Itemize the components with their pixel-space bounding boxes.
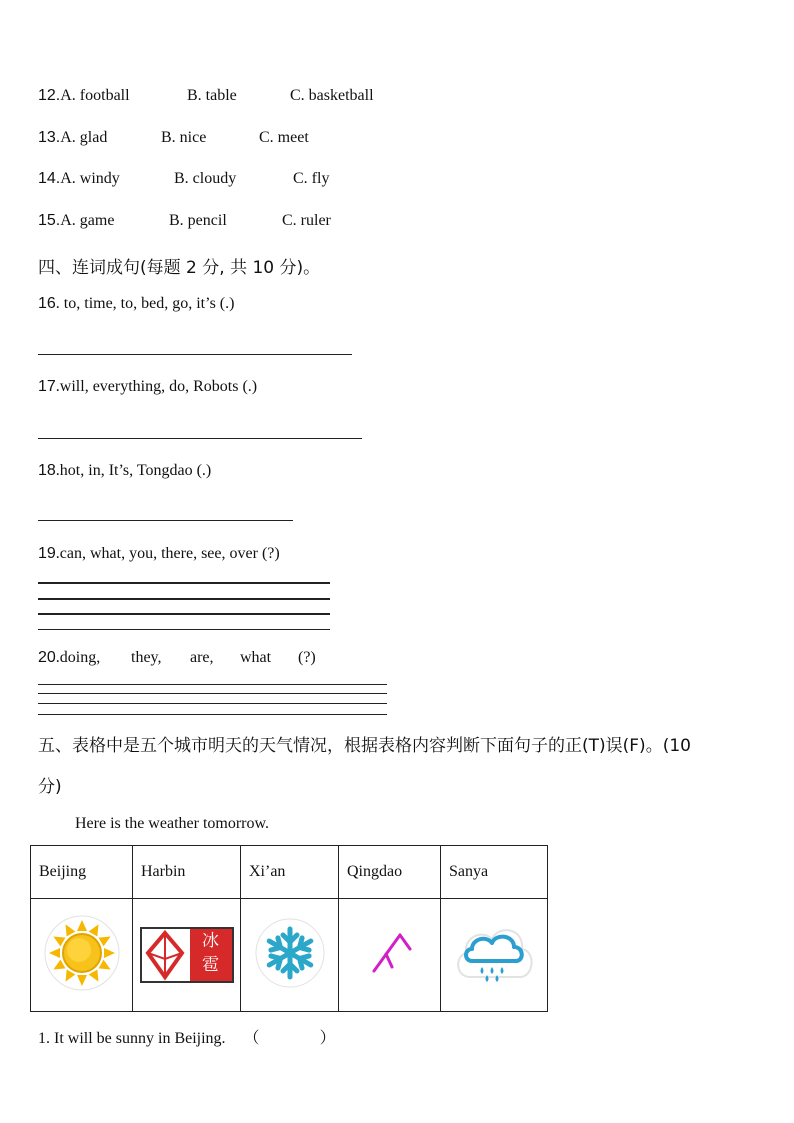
option-a: A. windy [60, 170, 120, 187]
question-20 [38, 649, 100, 667]
option-a: A. game [60, 212, 115, 229]
wind-flag-icon [360, 923, 420, 983]
sun-icon [42, 913, 122, 993]
word-1: .doing, [55, 649, 101, 666]
rain-cloud-icon [452, 917, 536, 989]
answer-line[interactable] [38, 582, 330, 584]
question-number: 13. [38, 129, 61, 146]
answer-line[interactable] [38, 714, 387, 715]
city-cell: Qingdao [339, 846, 441, 899]
question-number: 17 [38, 378, 56, 395]
section-5-title-cont: 分) [38, 777, 62, 797]
question-text: .hot, in, It’s, Tongdao (.) [55, 462, 212, 479]
question-number: 15. [38, 212, 61, 229]
option-b: B. cloudy [174, 170, 237, 187]
question-16 [38, 295, 234, 313]
option-c: C. fly [293, 170, 330, 187]
weather-cell-sanya [441, 899, 548, 1012]
city-cell: Harbin [133, 846, 241, 899]
weather-table [30, 845, 548, 1012]
question-19 [38, 545, 280, 563]
option-c: C. basketball [290, 87, 374, 104]
paren-close: ） [319, 1030, 336, 1047]
answer-line[interactable] [38, 438, 362, 439]
option-b: B. table [187, 87, 237, 104]
answer-line[interactable] [38, 598, 330, 600]
word-2: they, [131, 649, 162, 666]
question-text: .can, what, you, there, see, over (?) [55, 545, 280, 562]
word-5: (?) [298, 649, 316, 666]
answer-line[interactable] [38, 520, 293, 521]
option-b: B. nice [161, 129, 207, 146]
weather-cell-qingdao [339, 899, 441, 1012]
answer-line[interactable] [38, 703, 387, 704]
city-cell: Beijing [31, 846, 133, 899]
option-a: A. football [60, 87, 130, 104]
weather-cell-xian [241, 899, 339, 1012]
section-5-title: 五、表格中是五个城市明天的天气情况，根据表格内容判断下面句子的正(T)误(F)。(10 [38, 736, 691, 756]
question-text: .will, everything, do, Robots (.) [55, 378, 258, 395]
option-b: B. pencil [169, 212, 227, 229]
mc-row-12 [38, 87, 130, 105]
question-18 [38, 462, 211, 480]
answer-line[interactable] [38, 613, 330, 615]
question-number: 20 [38, 649, 56, 666]
question-number: 18 [38, 462, 56, 479]
question-17 [38, 378, 257, 396]
option-a: A. glad [60, 129, 108, 146]
answer-line[interactable] [38, 354, 352, 355]
option-c: C. ruler [282, 212, 331, 229]
question-text: . to, time, to, bed, go, it’s (.) [55, 295, 235, 312]
snowflake-icon [254, 917, 326, 989]
question-number: 19 [38, 545, 56, 562]
word-4: what [240, 649, 272, 666]
question-number: 14. [38, 170, 61, 187]
mc-row-14 [38, 170, 120, 188]
intro-text: Here is the weather tomorrow. [75, 815, 269, 832]
word-3: are, [190, 649, 214, 666]
diamond-icon [142, 929, 188, 981]
option-c: C. meet [259, 129, 309, 146]
sign-text-bottom: 雹 [202, 955, 219, 975]
city-cell: Sanya [441, 846, 548, 899]
tf-text: 1. It will be sunny in Beijing. [38, 1030, 226, 1047]
section-4-title: 四、连词成句(每题 2 分, 共 10 分)。 [38, 258, 321, 278]
sign-text-top: 冰 [202, 931, 219, 951]
answer-line[interactable] [38, 684, 387, 685]
weather-cell-beijing [31, 899, 133, 1012]
question-number: 12. [38, 87, 61, 104]
weather-cell-harbin [133, 899, 241, 1012]
tf-question-1 [38, 1025, 336, 1048]
ice-snow-sign-icon [140, 927, 234, 983]
mc-row-13 [38, 129, 107, 147]
answer-line[interactable] [38, 629, 330, 630]
mc-row-15 [38, 212, 114, 230]
city-cell: Xi’an [241, 846, 339, 899]
paren-open: （ [243, 1030, 260, 1047]
question-number: 16 [38, 295, 56, 312]
answer-line[interactable] [38, 693, 387, 694]
